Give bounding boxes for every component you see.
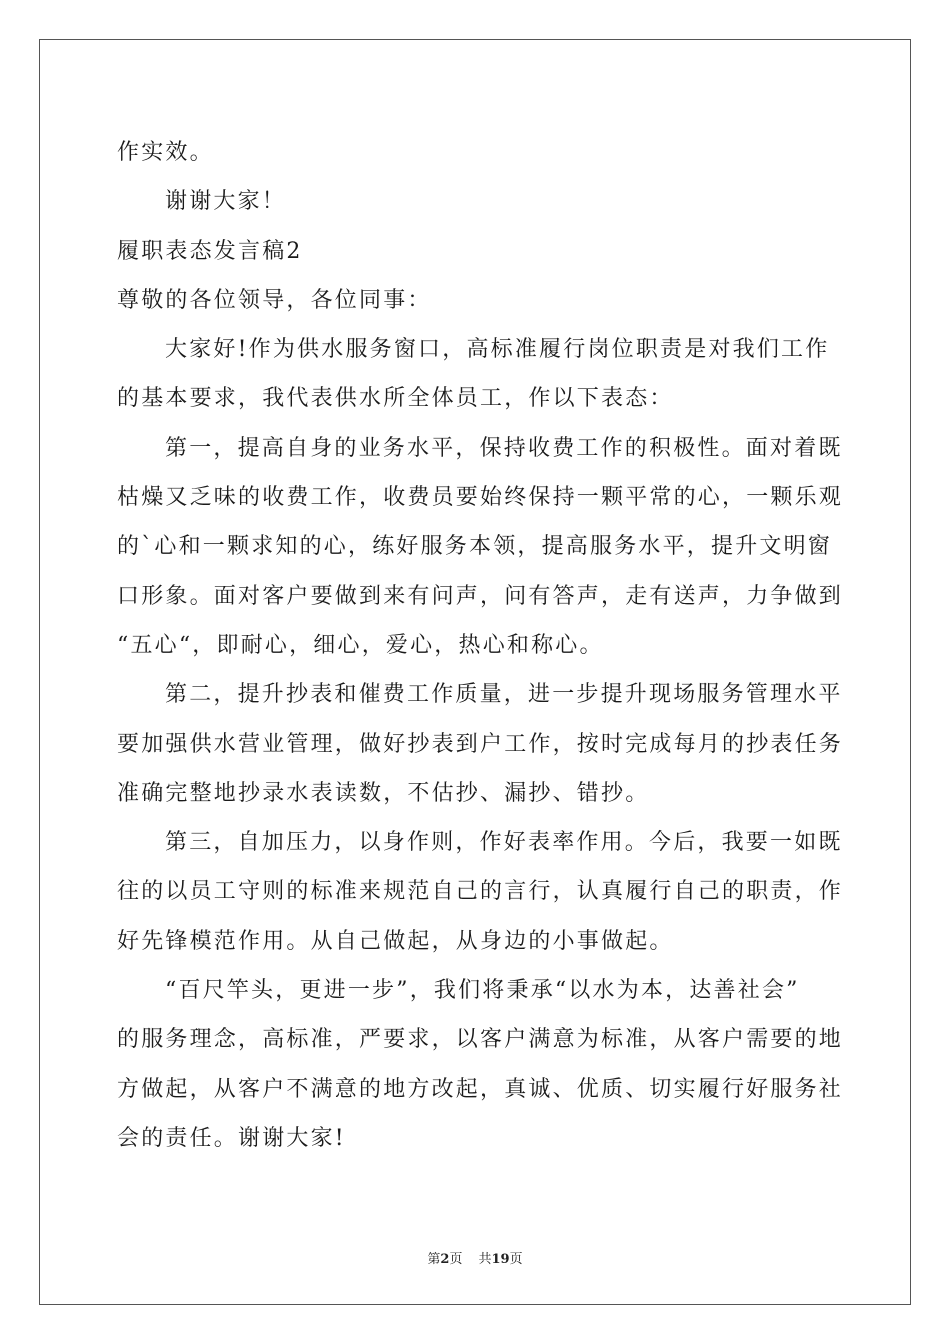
text-line: 的基本要求，我代表供水所全体员工，作以下表态： bbox=[117, 386, 674, 412]
total-pages: 19 bbox=[491, 1252, 510, 1267]
text-line: 往的以员工守则的标准来规范自己的言行，认真履行自己的职责，作 bbox=[117, 879, 844, 905]
text-line: 作实效。 bbox=[117, 140, 214, 165]
text-line: 要加强供水营业管理，做好抄表到户工作，按时完成每月的抄表任务 bbox=[117, 731, 844, 757]
text-line: 的`心和一颗求知的心，练好服务本领，提高服务水平，提升文明窗 bbox=[117, 534, 833, 560]
text-line: “五心“，即耐心，细心，爱心，热心和称心。 bbox=[117, 632, 604, 658]
page-suffix: 页 bbox=[449, 1252, 463, 1267]
text-line: 第二，提升抄表和催费工作质量，进一步提升现场服务管理水平 bbox=[165, 682, 843, 708]
text-line: 会的责任。谢谢大家! bbox=[117, 1125, 346, 1151]
section-title: 履职表态发言稿2 bbox=[117, 238, 303, 264]
page-number: 2 bbox=[440, 1252, 450, 1267]
page-footer bbox=[0, 1248, 950, 1267]
salutation: 尊敬的各位领导，各位同事： bbox=[117, 287, 432, 313]
total-prefix: 共 bbox=[478, 1252, 492, 1267]
text-line: 大家好!作为供水服务窗口，高标准履行岗位职责是对我们工作 bbox=[165, 337, 830, 363]
text-line: 准确完整地抄录水表读数，不估抄、漏抄、错抄。 bbox=[117, 780, 650, 806]
total-suffix: 页 bbox=[509, 1252, 523, 1267]
text-line: 口形象。面对客户要做到来有问声，问有答声，走有送声，力争做到 bbox=[117, 583, 844, 609]
page-prefix: 第 bbox=[427, 1252, 441, 1267]
text-line: 第三，自加压力，以身作则，作好表率作用。今后，我要一如既 bbox=[165, 830, 843, 856]
text-line: 好先锋模范作用。从自己做起，从身边的小事做起。 bbox=[117, 928, 674, 954]
text-line: 方做起，从客户不满意的地方改起，真诚、优质、切实履行好服务社 bbox=[117, 1076, 844, 1102]
text-line: 第一，提高自身的业务水平，保持收费工作的积极性。面对着既 bbox=[165, 435, 843, 461]
text-line: 的服务理念，高标准，严要求，以客户满意为标准，从客户需要的地 bbox=[117, 1027, 844, 1053]
document-body bbox=[117, 128, 844, 1163]
text-line: 谢谢大家！ bbox=[165, 189, 287, 215]
text-line: “百尺竿头，更进一步”，我们将秉承“以水为本，达善社会” bbox=[165, 978, 800, 1004]
text-line: 枯燥又乏味的收费工作，收费员要始终保持一颗平常的心，一颗乐观 bbox=[117, 485, 844, 511]
